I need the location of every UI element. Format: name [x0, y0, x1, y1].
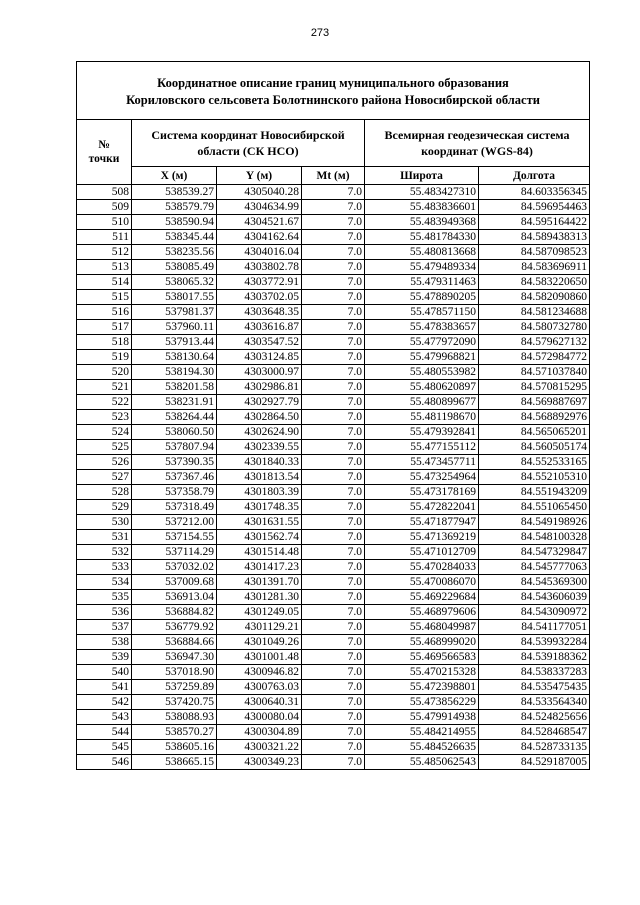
latitude-cell: 55.479392841 [365, 425, 479, 440]
mt-cell: 7.0 [302, 665, 365, 680]
point-number-cell: 513 [77, 260, 132, 275]
latitude-cell: 55.470215328 [365, 665, 479, 680]
mt-cell: 7.0 [302, 215, 365, 230]
y-cell: 4302624.90 [217, 425, 302, 440]
longitude-cell: 84.539188362 [479, 650, 590, 665]
x-cell: 537807.94 [132, 440, 217, 455]
table-row [77, 755, 590, 770]
y-cell: 4301514.48 [217, 545, 302, 560]
table-row [77, 335, 590, 350]
longitude-cell: 84.560505174 [479, 440, 590, 455]
y-cell: 4301813.54 [217, 470, 302, 485]
point-number-cell: 530 [77, 515, 132, 530]
longitude-cell: 84.552105310 [479, 470, 590, 485]
y-cell: 4301417.23 [217, 560, 302, 575]
mt-cell: 7.0 [302, 380, 365, 395]
point-number-cell: 522 [77, 395, 132, 410]
point-number-cell: 545 [77, 740, 132, 755]
point-number-header-line-2: точки [88, 153, 120, 165]
y-cell: 4304016.04 [217, 245, 302, 260]
point-number-cell: 515 [77, 290, 132, 305]
table-row [77, 245, 590, 260]
wgs-system-header-line-2: координат (WGS-84) [421, 144, 533, 158]
mt-cell: 7.0 [302, 425, 365, 440]
latitude-cell: 55.484526635 [365, 740, 479, 755]
x-cell: 537318.49 [132, 500, 217, 515]
longitude-cell: 84.524825656 [479, 710, 590, 725]
table-row [77, 380, 590, 395]
x-column-header: X (м) [132, 167, 217, 185]
mt-cell: 7.0 [302, 710, 365, 725]
table-row [77, 410, 590, 425]
x-cell: 536884.66 [132, 635, 217, 650]
x-cell: 538665.15 [132, 755, 217, 770]
mt-cell: 7.0 [302, 650, 365, 665]
y-cell: 4301281.30 [217, 590, 302, 605]
longitude-cell: 84.547329847 [479, 545, 590, 560]
mt-cell: 7.0 [302, 440, 365, 455]
longitude-cell: 84.548100328 [479, 530, 590, 545]
table-row [77, 515, 590, 530]
x-cell: 538201.58 [132, 380, 217, 395]
y-cell: 4301129.21 [217, 620, 302, 635]
table-row [77, 605, 590, 620]
y-cell: 4301001.48 [217, 650, 302, 665]
point-number-cell: 517 [77, 320, 132, 335]
latitude-cell: 55.483836601 [365, 200, 479, 215]
y-cell: 4301803.39 [217, 485, 302, 500]
x-cell: 537212.00 [132, 515, 217, 530]
y-cell: 4300640.31 [217, 695, 302, 710]
table-row [77, 395, 590, 410]
point-number-cell: 544 [77, 725, 132, 740]
point-number-cell: 509 [77, 200, 132, 215]
table-row [77, 710, 590, 725]
table-row [77, 365, 590, 380]
latitude-cell: 55.480813668 [365, 245, 479, 260]
latitude-cell: 55.479489334 [365, 260, 479, 275]
x-cell: 536779.92 [132, 620, 217, 635]
longitude-cell: 84.543606039 [479, 590, 590, 605]
table-row [77, 725, 590, 740]
point-number-cell: 540 [77, 665, 132, 680]
mt-cell: 7.0 [302, 500, 365, 515]
mt-cell: 7.0 [302, 410, 365, 425]
latitude-cell: 55.483427310 [365, 185, 479, 200]
x-cell: 536947.30 [132, 650, 217, 665]
wgs-system-header [365, 120, 590, 167]
mt-cell: 7.0 [302, 515, 365, 530]
point-number-cell: 546 [77, 755, 132, 770]
longitude-cell: 84.583220650 [479, 275, 590, 290]
table-row [77, 455, 590, 470]
point-number-cell: 511 [77, 230, 132, 245]
point-number-cell: 512 [77, 245, 132, 260]
latitude-cell: 55.473254964 [365, 470, 479, 485]
x-cell: 537390.35 [132, 455, 217, 470]
y-cell: 4302927.79 [217, 395, 302, 410]
point-number-cell: 519 [77, 350, 132, 365]
mt-cell: 7.0 [302, 725, 365, 740]
x-cell: 538605.16 [132, 740, 217, 755]
y-cell: 4303124.85 [217, 350, 302, 365]
y-cell: 4303702.05 [217, 290, 302, 305]
x-cell: 537009.68 [132, 575, 217, 590]
latitude-cell: 55.468979606 [365, 605, 479, 620]
point-number-cell: 537 [77, 620, 132, 635]
y-cell: 4300304.89 [217, 725, 302, 740]
table-row [77, 530, 590, 545]
x-cell: 537420.75 [132, 695, 217, 710]
mt-cell: 7.0 [302, 200, 365, 215]
point-number-cell: 534 [77, 575, 132, 590]
mt-cell: 7.0 [302, 455, 365, 470]
y-cell: 4305040.28 [217, 185, 302, 200]
point-number-cell: 529 [77, 500, 132, 515]
latitude-cell: 55.478890205 [365, 290, 479, 305]
y-cell: 4304521.67 [217, 215, 302, 230]
mt-cell: 7.0 [302, 350, 365, 365]
point-number-cell: 543 [77, 710, 132, 725]
latitude-cell: 55.472822041 [365, 500, 479, 515]
y-cell: 4301562.74 [217, 530, 302, 545]
table-row [77, 230, 590, 245]
local-system-header-line-2: области (СК НСО) [197, 144, 299, 158]
longitude-cell: 84.579627132 [479, 335, 590, 350]
longitude-cell: 84.552533165 [479, 455, 590, 470]
y-cell: 4303000.97 [217, 365, 302, 380]
x-cell: 536913.04 [132, 590, 217, 605]
latitude-cell: 55.479968821 [365, 350, 479, 365]
table-row [77, 440, 590, 455]
y-cell: 4302339.55 [217, 440, 302, 455]
y-cell: 4303648.35 [217, 305, 302, 320]
latitude-cell: 55.471369219 [365, 530, 479, 545]
table-row [77, 185, 590, 200]
mt-cell: 7.0 [302, 620, 365, 635]
latitude-cell: 55.481198670 [365, 410, 479, 425]
x-cell: 537114.29 [132, 545, 217, 560]
mt-cell: 7.0 [302, 470, 365, 485]
x-cell: 537032.02 [132, 560, 217, 575]
longitude-cell: 84.595164422 [479, 215, 590, 230]
y-cell: 4302864.50 [217, 410, 302, 425]
title-line-1: Координатное описание границ муниципального образования [157, 75, 509, 90]
x-cell: 538570.27 [132, 725, 217, 740]
mt-cell: 7.0 [302, 245, 365, 260]
mt-cell: 7.0 [302, 260, 365, 275]
table-row [77, 350, 590, 365]
coordinates-table [76, 61, 590, 770]
mt-cell: 7.0 [302, 695, 365, 710]
longitude-cell: 84.539932284 [479, 635, 590, 650]
x-cell: 538231.91 [132, 395, 217, 410]
longitude-cell: 84.570815295 [479, 380, 590, 395]
point-number-cell: 539 [77, 650, 132, 665]
x-cell: 538345.44 [132, 230, 217, 245]
point-number-cell: 520 [77, 365, 132, 380]
y-cell: 4304162.64 [217, 230, 302, 245]
mt-column-header: Mt (м) [302, 167, 365, 185]
longitude-cell: 84.529187005 [479, 755, 590, 770]
longitude-cell: 84.596954463 [479, 200, 590, 215]
point-number-header-line-1: № [98, 139, 110, 151]
y-cell: 4300321.22 [217, 740, 302, 755]
table-row [77, 620, 590, 635]
y-cell: 4302986.81 [217, 380, 302, 395]
x-cell: 537367.46 [132, 470, 217, 485]
longitude-cell: 84.565065201 [479, 425, 590, 440]
longitude-cell: 84.569887697 [479, 395, 590, 410]
point-number-cell: 526 [77, 455, 132, 470]
point-number-cell: 518 [77, 335, 132, 350]
document-title [77, 62, 590, 120]
longitude-cell: 84.583696911 [479, 260, 590, 275]
x-cell: 538017.55 [132, 290, 217, 305]
x-cell: 537981.37 [132, 305, 217, 320]
longitude-cell: 84.545777063 [479, 560, 590, 575]
y-cell: 4300946.82 [217, 665, 302, 680]
point-number-cell: 532 [77, 545, 132, 560]
point-number-cell: 533 [77, 560, 132, 575]
latitude-cell: 55.480620897 [365, 380, 479, 395]
x-cell: 537358.79 [132, 485, 217, 500]
point-number-cell: 516 [77, 305, 132, 320]
table-row [77, 695, 590, 710]
mt-cell: 7.0 [302, 320, 365, 335]
table-row [77, 470, 590, 485]
mt-cell: 7.0 [302, 605, 365, 620]
point-number-cell: 541 [77, 680, 132, 695]
latitude-cell: 55.468999020 [365, 635, 479, 650]
point-number-cell: 524 [77, 425, 132, 440]
mt-cell: 7.0 [302, 395, 365, 410]
latitude-cell: 55.470086070 [365, 575, 479, 590]
table-row [77, 575, 590, 590]
mt-cell: 7.0 [302, 530, 365, 545]
point-number-cell: 525 [77, 440, 132, 455]
x-cell: 537913.44 [132, 335, 217, 350]
latitude-cell: 55.477972090 [365, 335, 479, 350]
latitude-cell: 55.468049987 [365, 620, 479, 635]
longitude-cell: 84.538337283 [479, 665, 590, 680]
latitude-cell: 55.483949368 [365, 215, 479, 230]
x-cell: 537154.55 [132, 530, 217, 545]
local-system-header [132, 120, 365, 167]
latitude-cell: 55.480899677 [365, 395, 479, 410]
longitude-cell: 84.551943209 [479, 485, 590, 500]
mt-cell: 7.0 [302, 485, 365, 500]
longitude-cell: 84.545369300 [479, 575, 590, 590]
point-number-cell: 514 [77, 275, 132, 290]
x-cell: 536884.82 [132, 605, 217, 620]
mt-cell: 7.0 [302, 590, 365, 605]
longitude-cell: 84.528733135 [479, 740, 590, 755]
table-row [77, 590, 590, 605]
table-row [77, 290, 590, 305]
table-row [77, 215, 590, 230]
mt-cell: 7.0 [302, 740, 365, 755]
x-cell: 538194.30 [132, 365, 217, 380]
x-cell: 538264.44 [132, 410, 217, 425]
latitude-cell: 55.469229684 [365, 590, 479, 605]
wgs-system-header-line-1: Всемирная геодезическая система [384, 128, 570, 142]
latitude-cell: 55.477155112 [365, 440, 479, 455]
x-cell: 538088.93 [132, 710, 217, 725]
point-number-cell: 523 [77, 410, 132, 425]
y-cell: 4301391.70 [217, 575, 302, 590]
mt-cell: 7.0 [302, 275, 365, 290]
x-cell: 538590.94 [132, 215, 217, 230]
point-number-header [77, 120, 132, 185]
y-cell: 4300349.23 [217, 755, 302, 770]
y-column-header: Y (м) [217, 167, 302, 185]
table-row [77, 200, 590, 215]
point-number-cell: 531 [77, 530, 132, 545]
longitude-cell: 84.582090860 [479, 290, 590, 305]
table-row [77, 500, 590, 515]
mt-cell: 7.0 [302, 755, 365, 770]
latitude-column-header: Широта [365, 167, 479, 185]
point-number-cell: 538 [77, 635, 132, 650]
latitude-cell: 55.471012709 [365, 545, 479, 560]
table-row [77, 545, 590, 560]
x-cell: 537259.89 [132, 680, 217, 695]
x-cell: 537018.90 [132, 665, 217, 680]
point-number-cell: 536 [77, 605, 132, 620]
point-number-cell: 508 [77, 185, 132, 200]
latitude-cell: 55.473856229 [365, 695, 479, 710]
longitude-cell: 84.571037840 [479, 365, 590, 380]
page-number: 273 [310, 27, 330, 39]
x-cell: 538130.64 [132, 350, 217, 365]
y-cell: 4301748.35 [217, 500, 302, 515]
table-row [77, 260, 590, 275]
x-cell: 537960.11 [132, 320, 217, 335]
latitude-cell: 55.478571150 [365, 305, 479, 320]
mt-cell: 7.0 [302, 635, 365, 650]
latitude-cell: 55.485062543 [365, 755, 479, 770]
coordinates-table-body [77, 185, 590, 770]
y-cell: 4304634.99 [217, 200, 302, 215]
table-row [77, 680, 590, 695]
table-row [77, 320, 590, 335]
latitude-cell: 55.471877947 [365, 515, 479, 530]
x-cell: 538060.50 [132, 425, 217, 440]
local-system-header-line-1: Система координат Новосибирской [151, 128, 345, 142]
table-row [77, 740, 590, 755]
y-cell: 4301840.33 [217, 455, 302, 470]
y-cell: 4303772.91 [217, 275, 302, 290]
latitude-cell: 55.479311463 [365, 275, 479, 290]
x-cell: 538539.27 [132, 185, 217, 200]
latitude-cell: 55.481784330 [365, 230, 479, 245]
latitude-cell: 55.470284033 [365, 560, 479, 575]
longitude-cell: 84.589438313 [479, 230, 590, 245]
table-row [77, 665, 590, 680]
mt-cell: 7.0 [302, 230, 365, 245]
y-cell: 4303802.78 [217, 260, 302, 275]
longitude-cell: 84.572984772 [479, 350, 590, 365]
mt-cell: 7.0 [302, 305, 365, 320]
title-line-2: Кориловского сельсовета Болотнинского района Новосибирской области [126, 92, 540, 107]
latitude-cell: 55.484214955 [365, 725, 479, 740]
table-row [77, 485, 590, 500]
point-number-cell: 527 [77, 470, 132, 485]
latitude-cell: 55.479914938 [365, 710, 479, 725]
longitude-cell: 84.581234688 [479, 305, 590, 320]
longitude-cell: 84.603356345 [479, 185, 590, 200]
y-cell: 4300080.04 [217, 710, 302, 725]
longitude-cell: 84.533564340 [479, 695, 590, 710]
longitude-column-header: Долгота [479, 167, 590, 185]
y-cell: 4303616.87 [217, 320, 302, 335]
latitude-cell: 55.472398801 [365, 680, 479, 695]
latitude-cell: 55.473178169 [365, 485, 479, 500]
mt-cell: 7.0 [302, 545, 365, 560]
point-number-cell: 535 [77, 590, 132, 605]
table-row [77, 425, 590, 440]
mt-cell: 7.0 [302, 185, 365, 200]
table-row [77, 560, 590, 575]
y-cell: 4301049.26 [217, 635, 302, 650]
x-cell: 538065.32 [132, 275, 217, 290]
longitude-cell: 84.549198926 [479, 515, 590, 530]
x-cell: 538235.56 [132, 245, 217, 260]
longitude-cell: 84.535475435 [479, 680, 590, 695]
latitude-cell: 55.473457711 [365, 455, 479, 470]
mt-cell: 7.0 [302, 680, 365, 695]
mt-cell: 7.0 [302, 365, 365, 380]
longitude-cell: 84.543090972 [479, 605, 590, 620]
point-number-cell: 521 [77, 380, 132, 395]
point-number-cell: 542 [77, 695, 132, 710]
y-cell: 4303547.52 [217, 335, 302, 350]
latitude-cell: 55.478383657 [365, 320, 479, 335]
mt-cell: 7.0 [302, 335, 365, 350]
longitude-cell: 84.528468547 [479, 725, 590, 740]
longitude-cell: 84.587098523 [479, 245, 590, 260]
point-number-cell: 528 [77, 485, 132, 500]
longitude-cell: 84.580732780 [479, 320, 590, 335]
longitude-cell: 84.551065450 [479, 500, 590, 515]
y-cell: 4301249.05 [217, 605, 302, 620]
longitude-cell: 84.541177051 [479, 620, 590, 635]
mt-cell: 7.0 [302, 290, 365, 305]
latitude-cell: 55.480553982 [365, 365, 479, 380]
y-cell: 4301631.55 [217, 515, 302, 530]
point-number-cell: 510 [77, 215, 132, 230]
mt-cell: 7.0 [302, 560, 365, 575]
x-cell: 538579.79 [132, 200, 217, 215]
table-row [77, 275, 590, 290]
table-row [77, 650, 590, 665]
latitude-cell: 55.469566583 [365, 650, 479, 665]
table-row [77, 305, 590, 320]
y-cell: 4300763.03 [217, 680, 302, 695]
mt-cell: 7.0 [302, 575, 365, 590]
table-row [77, 635, 590, 650]
longitude-cell: 84.568892976 [479, 410, 590, 425]
x-cell: 538085.49 [132, 260, 217, 275]
